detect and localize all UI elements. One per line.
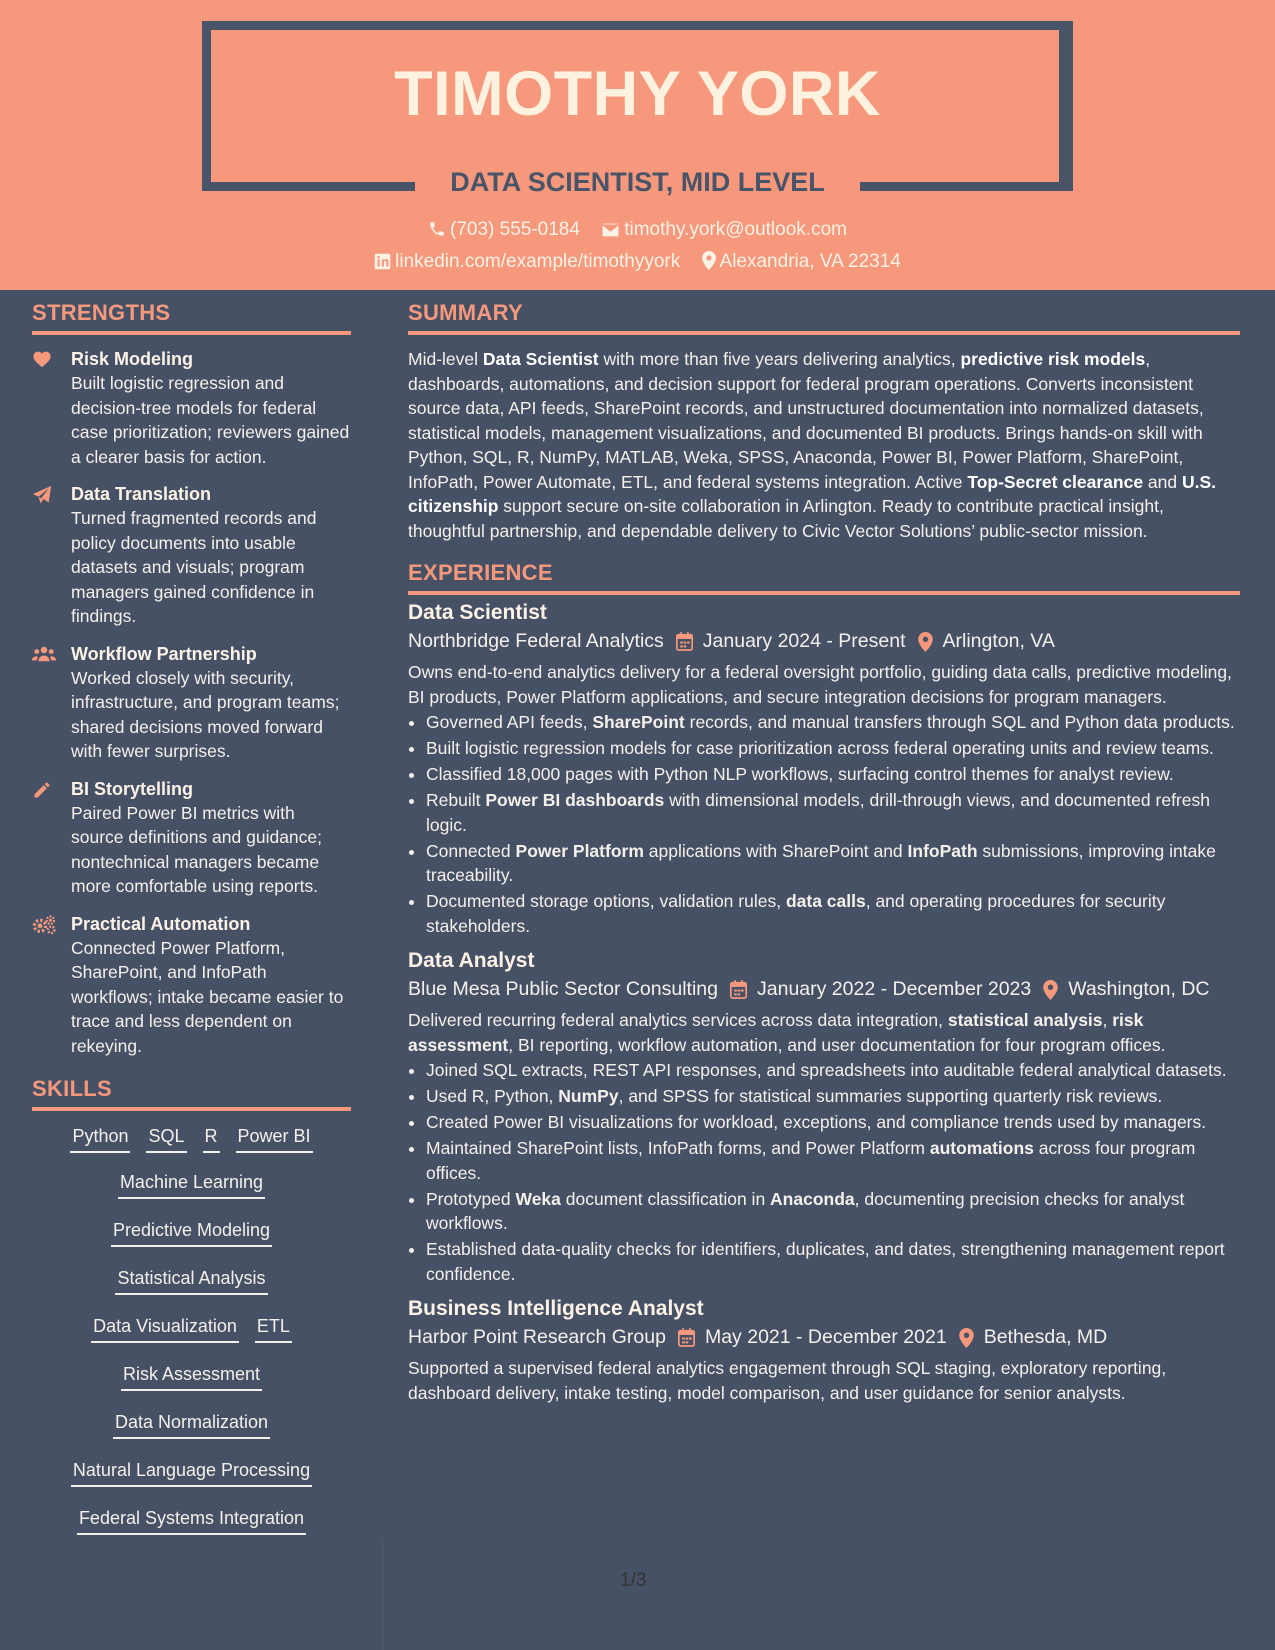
email-contact[interactable]: [601, 219, 847, 241]
strength-item: [32, 642, 351, 764]
linkedin-icon: [374, 253, 391, 270]
strengths-heading: STRENGTHS: [32, 300, 351, 335]
strength-desc: Built logistic regression and decision-tree models for federal case prioritization; reviewers gained a clearer basis for action.: [71, 373, 350, 467]
pencil-icon: [32, 780, 52, 800]
strength-title: Practical Automation: [71, 913, 251, 934]
job-title: Business Intelligence Analyst: [408, 1297, 704, 1320]
strength-desc: Paired Power BI metrics with source definitions and guidance; nontechnical managers became more comfortable using reports.: [71, 802, 323, 896]
skill-tag: Data Visualization: [91, 1313, 239, 1343]
job-entry: [408, 949, 1240, 1286]
experience-heading: EXPERIENCE: [408, 560, 1240, 595]
job-location: Bethesda, MD: [983, 1326, 1108, 1348]
location-contact: [702, 251, 901, 273]
job-description: Owns end-to-end analytics delivery for a federal oversight portfolio, guiding data calls, predictive modeling, BI products, Power Platform applications, and secure integration decisions for program managers.: [408, 662, 1232, 707]
linkedin-contact[interactable]: [374, 251, 680, 273]
job-bullet: • Joined SQL extracts, REST API responses, and spreadsheets into auditable federal analytical datasets.: [426, 1058, 1240, 1083]
strength-desc: Turned fragmented records and policy documents into usable datasets and visuals; program managers gained confidence in findings.: [71, 508, 317, 626]
job-title: Data Scientist: [408, 601, 547, 624]
job-entry: [408, 601, 1240, 938]
job-bullet: • Maintained SharePoint lists, InfoPath forms, and Power Platform automations across four program offices.: [426, 1136, 1240, 1185]
candidate-name: TIMOTHY YORK: [394, 59, 881, 129]
skill-tag: Python: [70, 1123, 130, 1153]
summary-heading: SUMMARY: [408, 300, 1240, 335]
job-bullet: • Rebuilt Power BI dashboards with dimensional models, drill-through views, and documented refresh logic.: [426, 788, 1240, 837]
map-marker-icon: [918, 632, 933, 652]
job-dates: January 2024 - Present: [702, 630, 906, 652]
job-location: Arlington, VA: [942, 630, 1055, 652]
job-bullet: • Governed API feeds, SharePoint records, and manual transfers through SQL and Python data products.: [426, 710, 1240, 735]
column-divider: [382, 1540, 383, 1650]
linkedin-text: linkedin.com/example/timothyyork: [395, 251, 681, 272]
job-meta: [408, 630, 1240, 653]
experience-list: [408, 601, 1240, 1405]
job-company: Blue Mesa Public Sector Consulting: [408, 978, 718, 1000]
candidate-title: DATA SCIENTIST, MID LEVEL: [450, 167, 825, 197]
job-bullet: • Documented storage options, validation rules, data calls, and operating procedures for security stakeholders.: [426, 889, 1240, 938]
strength-item: [32, 482, 351, 629]
job-meta: [408, 978, 1240, 1001]
envelope-icon: [601, 222, 620, 238]
users-icon: [32, 645, 56, 663]
job-bullet: • Established data-quality checks for identifiers, duplicates, and dates, strengthening management report confidence.: [426, 1237, 1240, 1286]
left-column: [32, 300, 351, 1553]
job-dates: May 2021 - December 2021: [704, 1326, 947, 1348]
location-text: Alexandria, VA 22314: [719, 251, 901, 272]
job-bullet: • Prototyped Weka document classification in Anaconda, documenting precision checks for analyst workflows.: [426, 1187, 1240, 1236]
skill-tag: ETL: [255, 1313, 292, 1343]
map-marker-icon: [1043, 980, 1058, 1000]
skill-tag: Natural Language Processing: [71, 1457, 312, 1487]
calendar-icon: [730, 980, 747, 999]
page-number: 1/3: [620, 1570, 647, 1591]
strength-title: Workflow Partnership: [71, 643, 257, 664]
strength-title: Risk Modeling: [71, 349, 194, 369]
strength-title: BI Storytelling: [71, 778, 194, 799]
job-description: Supported a supervised federal analytics engagement through SQL staging, exploratory reporting, dashboard delivery, intake testing, model comparison, and user guidance for senior analysts.: [408, 1358, 1167, 1403]
strength-title: Data Translation: [71, 484, 212, 504]
job-bullet: • Used R, Python, NumPy, and SPSS for statistical summaries supporting quarterly risk reviews.: [426, 1084, 1240, 1109]
strength-item: [32, 777, 351, 899]
job-bullets: [408, 1058, 1240, 1286]
strength-desc: Worked closely with security, infrastructure, and program teams; shared decisions moved forward with fewer surprises.: [71, 667, 340, 761]
phone-icon: [428, 220, 446, 238]
job-entry: [408, 1297, 1240, 1405]
job-bullets: [408, 710, 1240, 938]
skill-tag: Power BI: [236, 1123, 313, 1153]
skill-tag: Predictive Modeling: [111, 1217, 272, 1247]
skill-tag: R: [203, 1123, 220, 1153]
map-marker-icon: [702, 251, 716, 270]
job-bullet: • Connected Power Platform applications with SharePoint and InfoPath submissions, improving intake traceability.: [426, 839, 1240, 888]
calendar-icon: [678, 1328, 695, 1347]
strength-item: [32, 912, 351, 1059]
skill-tag: Statistical Analysis: [115, 1265, 267, 1295]
job-dates: January 2022 - December 2023: [757, 978, 1032, 1000]
skill-tag: SQL: [146, 1123, 186, 1153]
contact-row-2: [0, 251, 1275, 273]
job-bullet: • Built logistic regression models for case prioritization across federal operating units and review teams.: [426, 736, 1240, 761]
gears-icon: [32, 915, 56, 935]
contact-row-1: [0, 219, 1275, 241]
skill-tag: Risk Assessment: [121, 1361, 262, 1391]
right-column: [408, 300, 1240, 1405]
skill-tag: Data Normalization: [113, 1409, 270, 1439]
skill-tag: Federal Systems Integration: [77, 1505, 306, 1535]
job-meta: [408, 1326, 1240, 1349]
job-title: Data Analyst: [408, 949, 535, 972]
strength-desc: Connected Power Platform, SharePoint, and InfoPath workflows; intake became easier to trace and less dependent on rekeying.: [71, 937, 344, 1056]
job-bullet: • Created Power BI visualizations for workload, exceptions, and compliance trends used by managers.: [426, 1110, 1240, 1135]
calendar-icon: [676, 632, 693, 651]
skill-tag: Machine Learning: [118, 1169, 265, 1199]
map-marker-icon: [959, 1328, 974, 1348]
summary-text: Mid-level Data Scientist with more than five years delivering analytics, predictive risk models, dashboards, automations, and decision support for federal program operations. Converts inconsistent source data, API feeds, SharePoint records, and unstructured documentation into normalized datasets, statistical models, management visualizations, and documented BI products. Brings hands-on skill with Python, SQL, R, NumPy, MATLAB, Weka, SPSS, Anaconda, Power BI, Power Platform, SharePoint, InfoPath, Power Automate, ETL, and federal systems integration. Active Top-Secret clearance and U.S. citizenship support secure on-site collaboration in Arlington. Ready to contribute practical insight, thoughtful partnership, and dependable delivery to Civic Vector Solutions’ public-sector mission.: [408, 349, 1217, 541]
paper-plane-icon: [32, 485, 52, 505]
job-bullet: • Classified 18,000 pages with Python NLP workflows, surfacing control themes for analyst review.: [426, 762, 1240, 787]
job-description: Delivered recurring federal analytics services across data integration, statistical analysis, risk assessment, BI reporting, workflow automation, and user documentation for four program offices.: [408, 1010, 1166, 1055]
skills-heading: SKILLS: [32, 1076, 351, 1111]
email-text: timothy.york@outlook.com: [624, 219, 847, 240]
skills-list: [32, 1123, 351, 1535]
phone-text: (703) 555-0184: [450, 219, 580, 240]
job-location: Washington, DC: [1068, 978, 1210, 1000]
strength-item: [32, 347, 351, 469]
phone-contact[interactable]: [428, 219, 580, 241]
job-company: Northbridge Federal Analytics: [408, 630, 664, 652]
heart-icon: [32, 350, 52, 368]
job-company: Harbor Point Research Group: [408, 1326, 666, 1348]
